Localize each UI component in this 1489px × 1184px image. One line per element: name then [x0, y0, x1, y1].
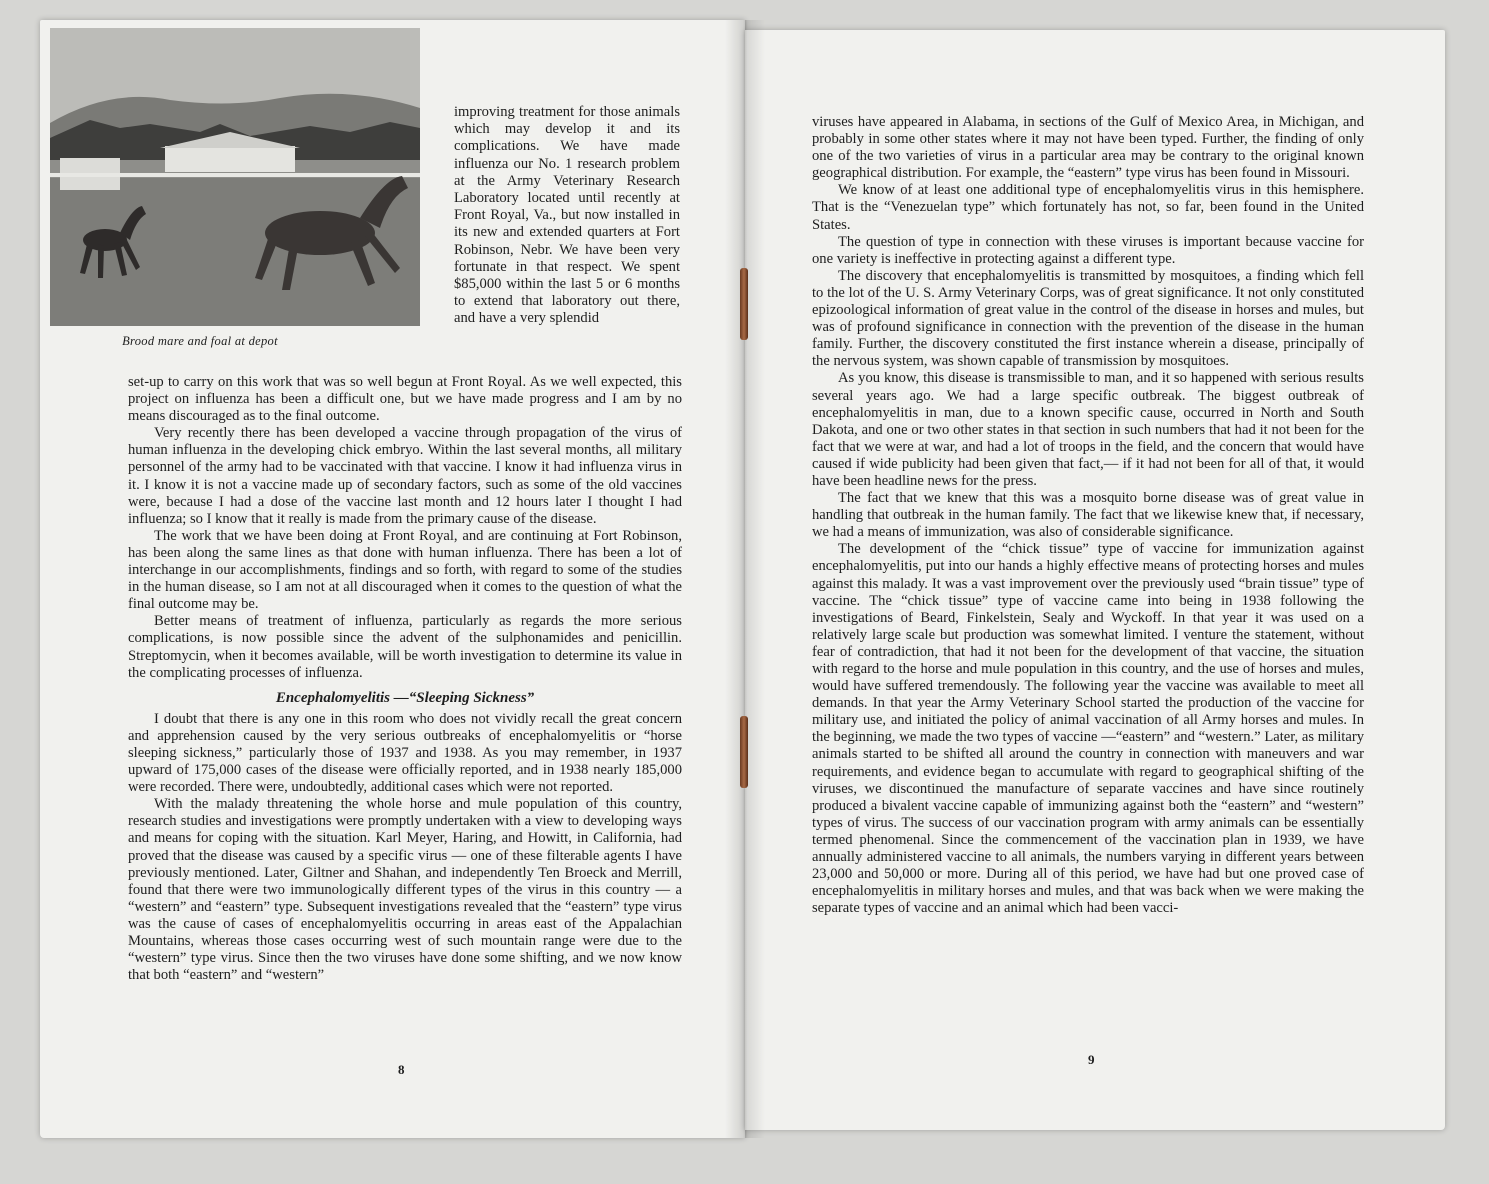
paragraph: Very recently there has been developed a vaccine through propagation of the virus of human influenza in the developing chick embryo. Within the last several months, all military personnel of the army had to be vaccinated with that vaccine. I know it had influenza virus in it. I know it is not a vaccine made up of secondary factors, such as some of the old vaccines were, because I had a dose of the vaccine last month and 12 hours later I thought I had influenza; so I know that it really is made from the primary cause of the disease. [128, 425, 682, 527]
paragraph: The work that we have been doing at Front Royal, and are continuing at Fort Robinson, has been along the same lines as that done with human influenza. There has been a lot of interchange in our accomplishments, findings and so forth, with regard to some of the studies in the human disease, so I am not at all discouraged when it comes to the question of what the final outcome may be. [128, 527, 682, 613]
paragraph: We know of at least one additional type of encephalomyelitis virus in this hemisphere. That is the “Venezuelan type” which fortunately has not, so far, been found in the United States. [812, 182, 1364, 233]
paragraph: set-up to carry on this work that was so well begun at Front Royal. As we well expected, this project on influenza has been a difficult one, but we have made progress and I am by no means discouraged as to the final outcome. [128, 374, 682, 425]
book-gutter [725, 20, 765, 1138]
page-number-left: 8 [398, 1062, 405, 1077]
paragraph: viruses have appeared in Alabama, in sections of the Gulf of Mexico Area, in Michigan, and probably in some other states where it may not have been typed. Further, the finding of only one of the two varieties of virus in a particular area may be contrary to the original known geographical distribution. For example, the “eastern” type virus has been found in Missouri. [812, 114, 1364, 182]
paragraph: The discovery that encephalomyelitis is transmitted by mosquitoes, a finding which fell to the lot of the U. S. Army Veterinary Corps, was of great significance. It not only constituted epizoological information of great value in the control of the disease in horses and mules, but was of profound significance in connection with the prevention of the disease in the human family. Further, the discovery constituted the first instance wherein a disease, principally of the nervous system, was shown capable of transmission by mosquitoes. [812, 267, 1364, 370]
paragraph: The question of type in connection with these viruses is important because vaccine for one variety is ineffective in protecting against a different type. [812, 233, 1364, 267]
paragraph: The fact that we knew that this was a mosquito borne disease was of great value in handling that outbreak in the human family. The fact that we likewise knew that, if necessary, we had a means of immunization, was also of considerable significance. [812, 490, 1364, 541]
paragraph: As you know, this disease is transmissible to man, and it so happened with serious results several years ago. We had a large specific outbreak. The biggest outbreak of encephalomyelitis in man, due to a known specific cause, occurred in North and South Dakota, and one or two other states in that section in such numbers that had it not been for the fact that we were at war, and had a lot of troops in the field, and the concern that would have caused if wide publicity had been given that fact,— if it had not been for all of that, it would have been headline news for the press. [812, 370, 1364, 489]
left-column-text: improving treatment for those animals which may develop it and its complications. We have made influenza our No. 1 research problem at the Army Veterinary Research Laboratory located until recently at Front Royal, Va., but now installed in its new and extended quarters at Fort Robinson, Nebr. We have been very fortunate in that respect. We spent $85,000 within the last 5 or 6 months to extend that laboratory out there, and have a very splendid [454, 104, 680, 327]
photo-caption: Brood mare and foal at depot [122, 334, 278, 348]
left-page-body [128, 374, 682, 984]
paragraph: With the malady threatening the whole horse and mule population of this country, research studies and investigations were promptly undertaken with a view to developing ways and means for coping with the situation. Karl Meyer, Haring, and Howitt, in California, had proved that the disease was caused by a specific virus — one of these filterable agents I have previously mentioned. Later, Giltner and Shahan, and independently Ten Broeck and Merrill, found that there were two immunologically different types of the virus in this country — a “western” and “eastern” type. Subsequent investigations revealed that the “eastern” type virus was the cause of cases of encephalomyelitis occurring in areas east of the Appalachian Mountains, whereas those cases occurring west of such mountain range were due to the “western” type virus. Since then the two viruses have done some shifting, and we now know that both “eastern” and “western” [128, 796, 682, 984]
right-page-body [812, 114, 1364, 917]
section-heading: Encephalomyelitis —“Sleeping Sickness” [275, 689, 535, 706]
page-number-right: 9 [1088, 1052, 1095, 1067]
horse-photo [50, 28, 420, 326]
staple-bottom [740, 716, 748, 788]
paragraph: I doubt that there is any one in this room who does not vividly recall the great concern and apprehension caused by the very serious outbreaks of encephalomyelitis or “horse sleeping sickness,” particularly those of 1937 and 1938. As you may remember, in 1937 upward of 175,000 cases of the disease were officially reported, and in 1938 nearly 185,000 were recorded. There were, undoubtedly, additional cases which were not reported. [128, 710, 682, 796]
paragraph: The development of the “chick tissue” type of vaccine for immunization against encephalomyelitis, put into our hands a highly effective means of protecting horses and mules against this malady. It was a vast improvement over the previously used “brain tissue” type of vaccine. The “chick tissue” type of vaccine came into being in 1938 following the investigations of Beard, Finkelstein, Sealy and Wyckoff. In that year it was used on a relatively large scale but production was somewhat limited. I venture the statement, without fear of contradiction, that had it not been for the development of that vaccine, the situation with regard to the horse and mule population in this country, and the use of horses and mules, would have suffered tremendously. The following year the vaccine was available to meet all demands. In that year the Army Veterinary School started the production of the vaccine for military use, and initiated the policy of animal vaccination of all Army horses and mules. In the beginning, we made the two types of vaccine —“eastern” and “western.” Later, as military animals started to be shifted all around the country in connection with maneuvers and war requirements, and evidence began to accumulate with regard to geographical shifting of the viruses, we discontinued the manufacture of separate vaccines and have since routinely produced a bivalent vaccine capable of immunizing against both the “eastern” and “western” types of virus. The success of our vaccination program with army animals can be essentially termed phenomenal. Since the commencement of the vaccination plan in 1939, we have annually administered vaccine to all animals, the numbers varying in different years between 23,000 and 50,000 or more. During all of this period, we have had but one proved case of encephalomyelitis in military horses and mules, and that was back when we were making the separate types of vaccine and an animal which had been vacci- [812, 541, 1364, 917]
paragraph: Better means of treatment of influenza, particularly as regards the more serious complications, is now possible since the advent of the sulphonamides and penicillin. Streptomycin, when it becomes available, will be worth investigation to determine its value in the complicating processes of influenza. [128, 613, 682, 681]
staple-top [740, 268, 748, 340]
